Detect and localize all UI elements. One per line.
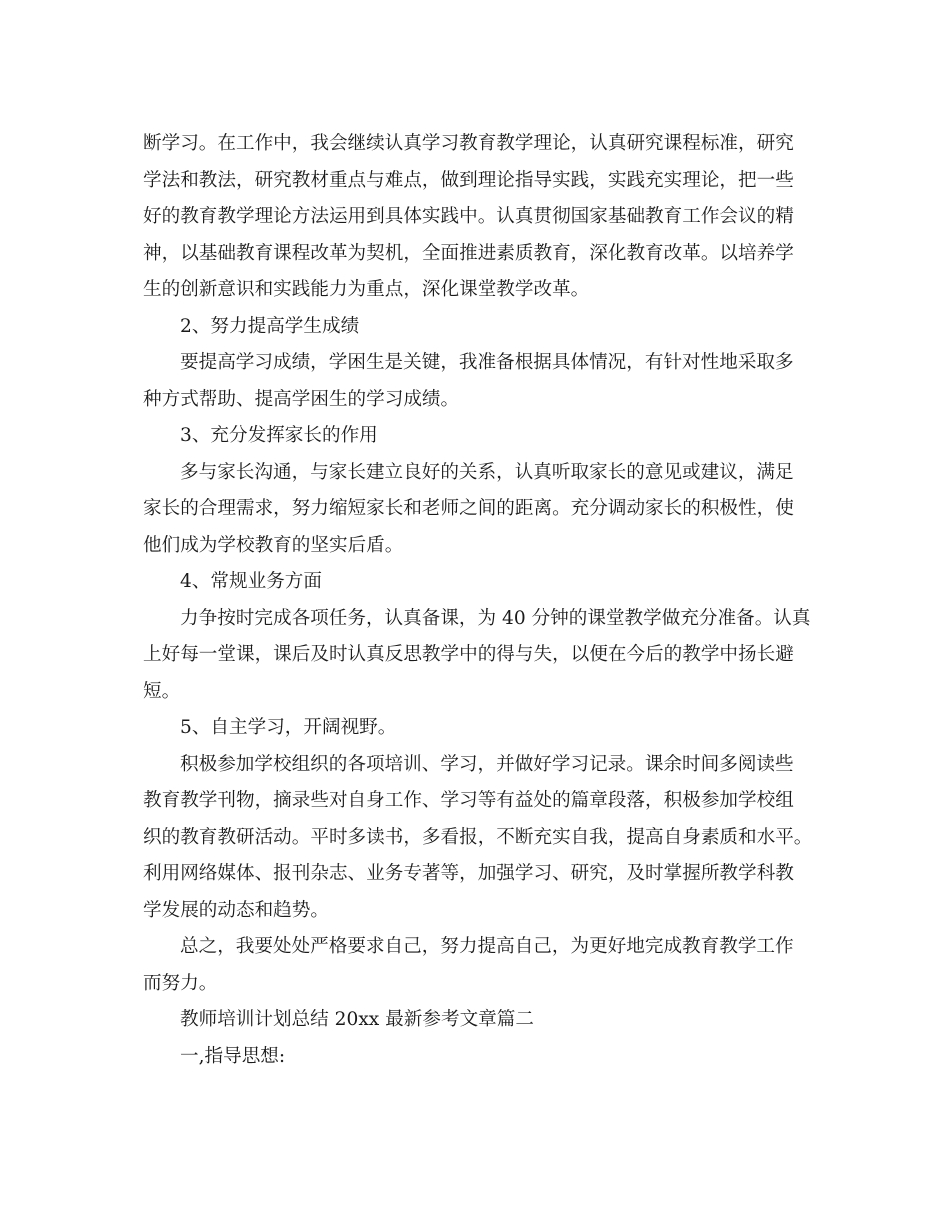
document-body [143, 126, 813, 1075]
text-line: 总之，我要处处严格要求自己，努力提高自己，为更好地完成教育教学工作 [180, 936, 794, 957]
text-line: 家长的合理需求，努力缩短家长和老师之间的距离。充分调动家长的积极性，使 [143, 498, 794, 519]
text-line: 而努力。 [143, 972, 218, 994]
text-line: 教育教学刊物，摘录些对自身工作、学习等有益处的篇章段落，积极参加学校组 [143, 790, 794, 811]
text-line: 积极参加学校组织的各项培训、学习，并做好学习记录。课余时间多阅读些 [180, 753, 794, 775]
text-line: 学发展的动态和趋势。 [143, 899, 329, 921]
section-heading-5: 5、自主学习，开阔视野。 [180, 717, 397, 738]
article-title-line: 教师培训计划总结 20xx 最新参考文章篇二 [180, 1009, 534, 1030]
text-line: 多与家长沟通，与家长建立良好的关系，认真听取家长的意见或建议，满足 [180, 461, 794, 483]
text-line: 学法和教法，研究教材重点与难点，做到理论指导实践，实践充实理论，把一些 [143, 169, 794, 191]
text-line: 利用网络媒体、报刊杂志、业务专著等，加强学习、研究，及时掌握所教学科教 [143, 863, 794, 884]
text-line: 短。 [143, 680, 181, 702]
text-line: 神，以基础教育课程改革为契机，全面推进素质教育，深化教育改革。以培养学 [143, 242, 794, 264]
text-line: 要提高学习成绩，学困生是关键，我准备根据具体情况，有针对性地采取多 [180, 352, 794, 373]
text-line: 上好每一堂课，课后及时认真反思教学中的得与失，以便在今后的教学中扬长避 [143, 644, 794, 665]
text-line: 种方式帮助、提高学困生的学习成绩。 [143, 388, 460, 410]
text-line: 织的教育教研活动。平时多读书，多看报，不断充实自我，提高自身素质和水平。 [143, 826, 813, 848]
section-heading-3: 3、充分发挥家长的作用 [180, 425, 378, 446]
section-heading-2: 2、努力提高学生成绩 [180, 315, 360, 337]
text-line: 断学习。在工作中，我会继续认真学习教育教学理论，认真研究课程标准，研究 [143, 133, 794, 154]
section-heading-4: 4、常规业务方面 [180, 571, 322, 592]
text-line: 好的教育教学理论方法运用到具体实践中。认真贯彻国家基础教育工作会议的精 [143, 206, 794, 227]
text-line: 他们成为学校教育的坚实后盾。 [143, 534, 404, 556]
section-heading-guiding-thought: 一,指导思想: [180, 1045, 286, 1067]
text-line: 力争按时完成各项任务，认真备课，为 40 分钟的课堂教学做充分准备。认真 [180, 607, 811, 629]
text-line: 生的创新意识和实践能力为重点，深化课堂教学改革。 [143, 279, 590, 300]
